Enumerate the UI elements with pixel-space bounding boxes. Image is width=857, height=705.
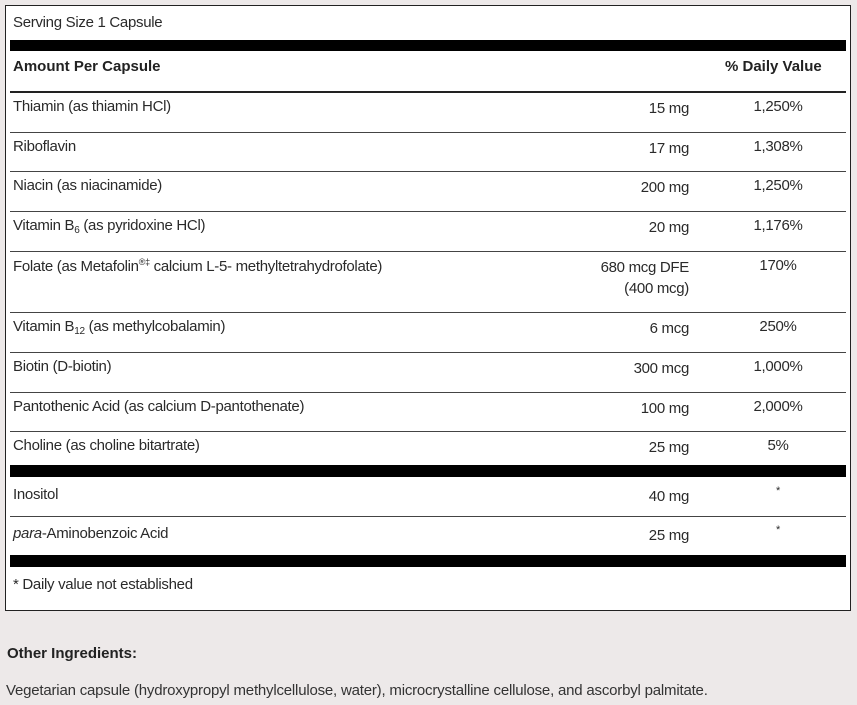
nutrient-amount: 200 mg bbox=[640, 179, 689, 196]
nutrient-name: Biotin (D-biotin) bbox=[13, 358, 112, 375]
nutrient-dv: 5% bbox=[767, 437, 789, 454]
nutrient-dv: 1,176% bbox=[753, 217, 803, 234]
nutrient-amount: 20 mg bbox=[648, 219, 689, 236]
table-row bbox=[10, 133, 846, 172]
nutrient-name: Pantothenic Acid (as calcium D-pantothenate) bbox=[13, 398, 305, 415]
nutrient-amount: 300 mcg bbox=[633, 360, 689, 377]
nutrient-name: Choline (as choline bitartrate) bbox=[13, 437, 200, 454]
nutrient-dv: 1,308% bbox=[753, 138, 803, 155]
nutrient-dv: 2,000% bbox=[753, 398, 803, 415]
table-row bbox=[10, 252, 846, 313]
other-ingredients-heading: Other Ingredients: bbox=[7, 645, 138, 662]
table-row bbox=[10, 93, 846, 133]
nutrient-amount: 40 mg bbox=[648, 488, 689, 505]
thick-divider bbox=[10, 465, 846, 477]
nutrient-name: Vitamin $B_6$ (as pyridoxine HCl) bbox=[13, 217, 206, 236]
nutrient-amount: 25 mg bbox=[648, 527, 689, 544]
table-row bbox=[10, 393, 846, 432]
nutrient-dv: * bbox=[776, 524, 780, 536]
nutrient-dv: 1,250% bbox=[753, 98, 803, 115]
nutrient-amount: 6 mcg bbox=[649, 320, 689, 337]
nutrient-name: Riboflavin bbox=[13, 138, 76, 155]
table-row bbox=[10, 353, 846, 393]
table-row bbox=[10, 313, 846, 353]
nutrient-dv: 1,250% bbox=[753, 177, 803, 194]
table-row bbox=[10, 477, 846, 517]
supplement-facts-panel bbox=[5, 5, 851, 611]
table-header bbox=[10, 52, 846, 96]
nutrient-name: para-Aminobenzoic Acid bbox=[13, 525, 169, 542]
nutrient-name: Niacin (as niacinamide) bbox=[13, 177, 162, 194]
footnote: * Daily value not established bbox=[13, 576, 193, 593]
nutrient-amount: 25 mg bbox=[648, 439, 689, 456]
nutrient-name: Thiamin (as thiamin HCl) bbox=[13, 98, 171, 115]
nutrient-amount: 100 mg bbox=[640, 400, 689, 417]
thick-divider bbox=[10, 555, 846, 567]
table-row bbox=[10, 172, 846, 212]
nutrient-dv: 170% bbox=[759, 257, 797, 274]
nutrient-amount: 17 mg bbox=[648, 140, 689, 157]
amount-per-capsule-header: Amount Per Capsule bbox=[13, 58, 161, 75]
nutrient-dv: * bbox=[776, 485, 780, 497]
nutrient-name: Vitamin $B_{12}$ (as methylcobalamin) bbox=[13, 318, 226, 337]
other-ingredients-text: Vegetarian capsule (hydroxypropyl methylcellulose, water), microcrystalline cellulose, and ascorbyl palmitate. bbox=[6, 682, 708, 699]
nutrient-amount: 680 mcg DFE (400 mcg) bbox=[600, 259, 689, 297]
nutrient-name: Inositol bbox=[13, 486, 59, 503]
thick-divider bbox=[10, 40, 846, 51]
nutrient-dv: 250% bbox=[759, 318, 797, 335]
nutrient-amount: 15 mg bbox=[648, 100, 689, 117]
serving-size: Serving Size 1 Capsule bbox=[13, 14, 163, 31]
table-row bbox=[10, 517, 846, 555]
table-row bbox=[10, 432, 846, 465]
table-row bbox=[10, 212, 846, 252]
nutrient-dv: 1,000% bbox=[753, 358, 803, 375]
daily-value-header: % Daily Value bbox=[725, 58, 822, 75]
nutrient-name: Folate (as Metafolin®‡ calcium L-5- methyltetrahydrofolate) bbox=[13, 257, 383, 275]
